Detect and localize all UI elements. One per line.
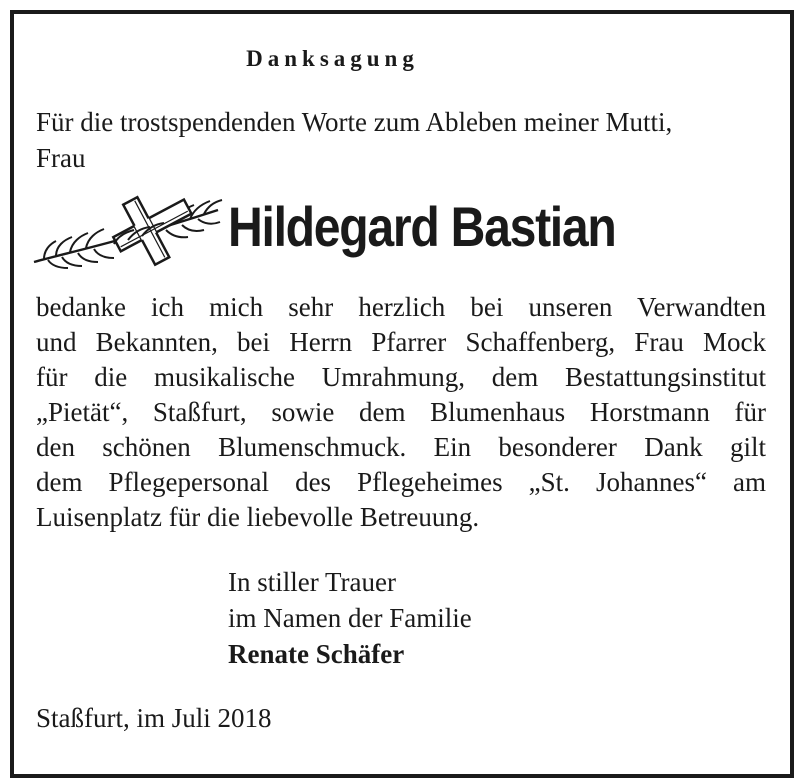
place-date: Staßfurt, im Juli 2018	[36, 703, 272, 733]
signature-line: In stiller Trauer	[228, 567, 396, 597]
deceased-name: Hildegard Bastian	[228, 195, 616, 258]
signature-line: im Namen der Familie	[228, 603, 472, 633]
body-line: Luisenplatz für die liebevolle Betreuung.	[36, 502, 480, 532]
intro-text	[36, 104, 766, 176]
intro-line: Frau	[36, 143, 86, 173]
body-line: und Bekannten, bei Herrn Pfarrer Schaffenberg, Frau Mock	[36, 327, 766, 357]
intro-line: Für die trostspendenden Worte zum Ableben meiner Mutti,	[36, 107, 673, 137]
deceased-name-row	[30, 186, 770, 272]
signer-name: Renate Schäfer	[228, 639, 405, 669]
body-line: den schönen Blumenschmuck. Ein besonderer Dank gilt	[36, 432, 766, 462]
body-line: dem Pflegepersonal des Pflegeheimes „St. Johannes“ am	[36, 467, 766, 497]
body-line: für die musikalische Umrahmung, dem Bestattungsinstitut	[36, 362, 766, 392]
notice-heading: Danksagung	[246, 46, 419, 71]
palm-branch-cross-icon	[30, 186, 225, 272]
thanks-body	[36, 290, 766, 535]
body-line: „Pietät“, Staßfurt, sowie dem Blumenhaus Horstmann für	[36, 397, 766, 427]
body-line: bedanke ich mich sehr herzlich bei unseren Verwandten	[36, 292, 766, 322]
signature-block	[228, 564, 472, 672]
